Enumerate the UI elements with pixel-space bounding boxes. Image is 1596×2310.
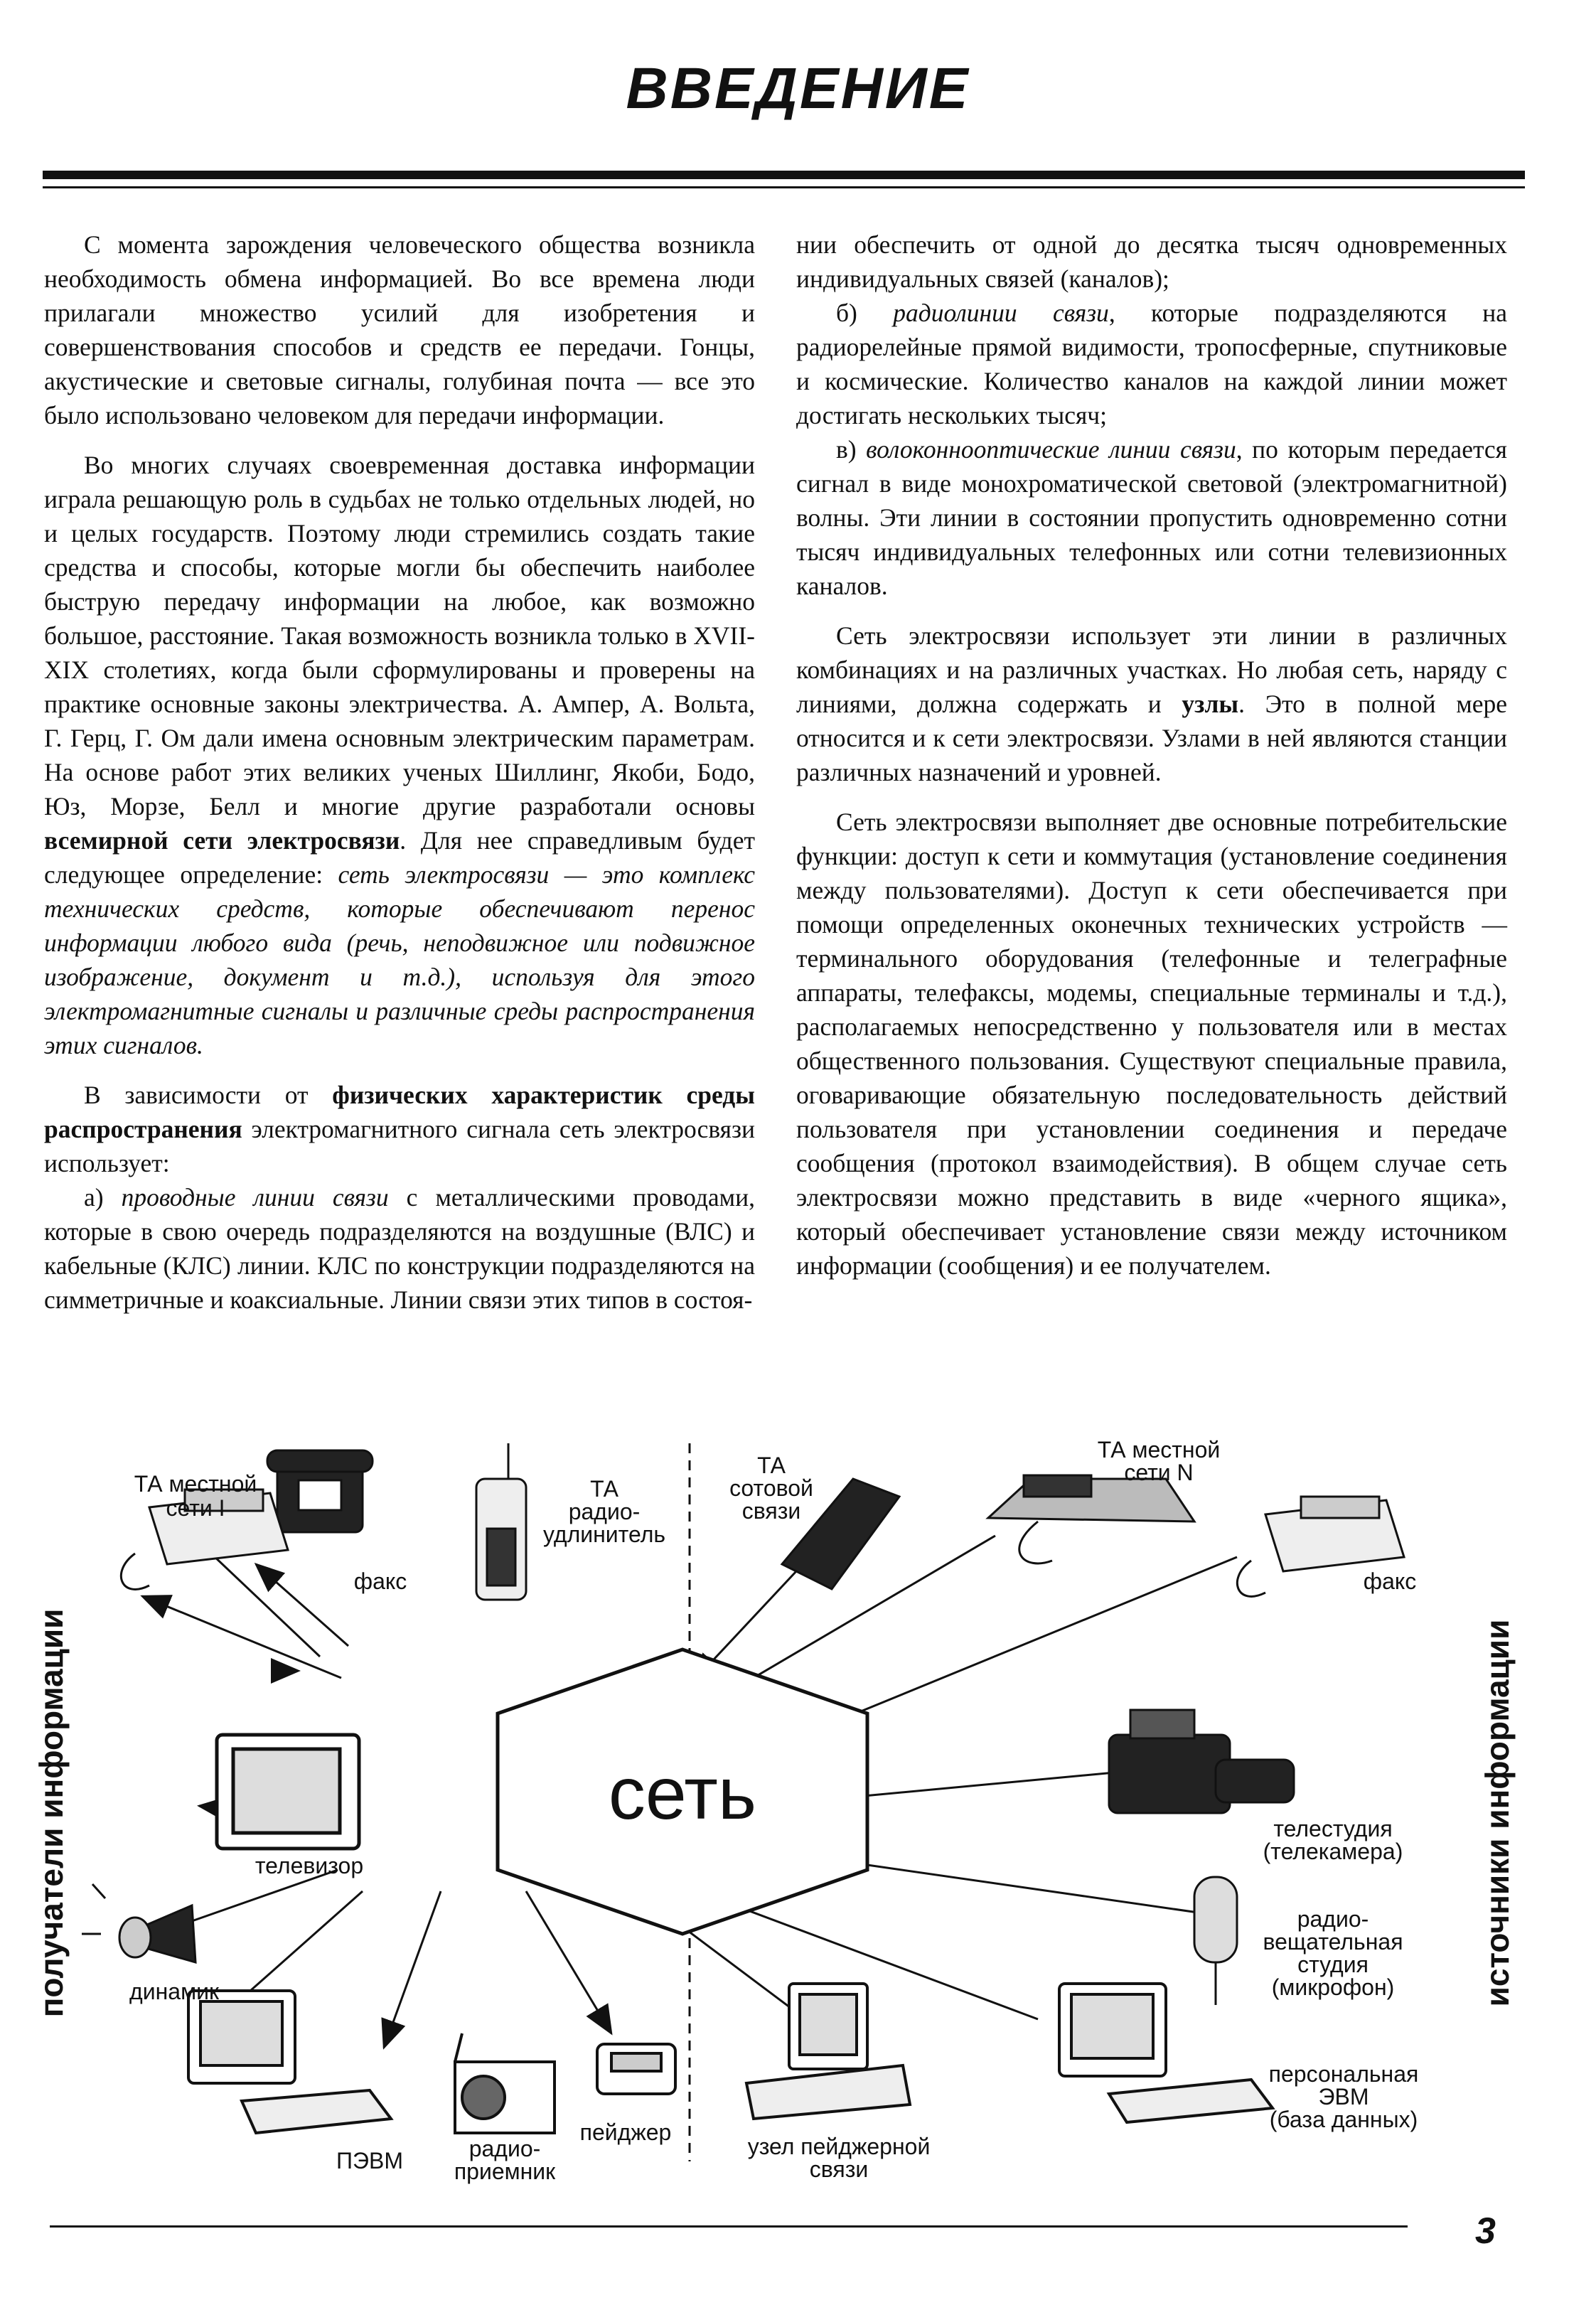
label-ta-local-n: ТА местной (1097, 1437, 1221, 1463)
label-pager-node: связи (809, 2156, 869, 2182)
header-rule-thin (43, 186, 1525, 188)
label-speaker: динамик (129, 1979, 219, 2004)
label-ta-radio: радио- (568, 1499, 641, 1524)
label-studio: (телекамера) (1263, 1839, 1403, 1864)
label-ta-radio: ТА (590, 1476, 618, 1502)
desk-phone-icon (988, 1475, 1194, 1563)
terminal-icon (746, 1984, 910, 2119)
label-receiver: радио- (468, 2136, 541, 2161)
left-paragraph-4: а) проводные линии связи с металлическими проводами, которые в свою очередь подразделяются на воздушные (ВЛС) и кабельные (КЛС) линии. КЛС по конструкции подразделяются на симметричные и коаксиальные. Линии связи этих типов в состоя- (44, 1183, 755, 1314)
network-label: сеть (608, 1753, 757, 1835)
arrow-to-pager (526, 1891, 611, 2033)
label-pc-right: (база данных) (1269, 2107, 1418, 2132)
label-studio: телестудия (1273, 1816, 1393, 1841)
label-ta-local-1: сети I (166, 1495, 225, 1521)
tv-icon (217, 1735, 359, 1849)
label-ta-cell: связи (741, 1498, 801, 1524)
label-fax-left: факс (353, 1568, 407, 1594)
arrow-to-receiver (384, 1891, 441, 2048)
right-column (796, 228, 1507, 1298)
footer-rule (50, 2225, 1408, 2228)
right-paragraph-4: Сеть электросвязи использует эти линии в различных комбинациях и на различных участках. Но любая сеть, наряду с линиями, должна содержать и узлы. Это в полной мере относится и к сети электросвязи. Узлами в ней являются станции различных назначений и уровней. (796, 621, 1507, 786)
network-diagram (33, 1436, 1536, 2184)
left-side-label: получатели информации (33, 1608, 70, 2018)
label-fax-right: факс (1363, 1568, 1417, 1594)
right-paragraph-3: в) волоконнооптические линии связи, по которым передается сигнал в виде монохроматической световой (электромагнитной) волны. Эти линии в состоянии пропустить одновременно сотни тысяч индивидуальных телефонных или сотни телевизионных каналов. (796, 435, 1507, 600)
arrow-to-fax-left (142, 1596, 341, 1678)
telephone-icon (267, 1450, 373, 1532)
label-radio-studio: (микрофон) (1271, 1974, 1395, 2000)
left-paragraph-2: Во многих случаях своевременная доставка информации играла решающую роль в судьбах не только отдельных людей, но и целых государств. Поэтому люди стремились создать такие средства и способы, которые могли бы обеспечить наиболее быструю передачу информации на любое, как возможно большое, расстояние. Такая возможность возникла только в XVII-XIX столетиях, когда были сформулированы и проверены на практике основные законы электричества. А. Ампер, А. Вольта, Г. Герц, Г. Ом дали имена основным электрическим параметрам. На основе работ этих великих ученых Шиллинг, Якоби, Бодо, Юз, Морзе, Белл и многие другие разработали основы всемирной сети электросвязи. Для нее справедливым будет следующее определение: сеть электросвязи — это комплекс технических средств, которые обеспечивают перенос информации любого вида (речь, неподвижное или подвижное изображение, документ и т.д.), используя для этого электромагнитные сигналы и различные среды распространения этих сигналов. (44, 451, 755, 1059)
radio-icon (455, 2033, 555, 2133)
left-paragraph-3: В зависимости от физических характеристик среды распространения электромагнитного сигнала сеть электросвязи использует: (44, 1081, 755, 1177)
label-tv: телевизор (255, 1853, 364, 1878)
right-paragraph-1: нии обеспечить от одной до десятка тысяч одновременных индивидуальных связей (каналов); (796, 230, 1507, 293)
left-column (44, 228, 755, 1332)
page-number: 3 (1475, 2210, 1496, 2252)
right-side-label: источники информации (1479, 1619, 1516, 2007)
label-pager: пейджер (579, 2119, 672, 2145)
cordless-phone-icon (476, 1443, 526, 1600)
label-ta-radio: удлинитель (542, 1522, 666, 1547)
label-ta-local-n: сети N (1124, 1460, 1194, 1485)
label-radio-studio: радио- (1297, 1906, 1369, 1932)
pc-icon (1059, 1984, 1273, 2122)
label-ta-local-1: ТА местной (134, 1471, 257, 1497)
label-ta-cell: сотовой (729, 1475, 813, 1501)
label-pager-node: узел пейджерной (747, 2134, 931, 2159)
pc-icon (188, 1991, 391, 2133)
left-paragraph-1: С момента зарождения человеческого общества возникла необходимость обмена информацией. Во все времена люди прилагали множество усилий для изобретения и совершенствования способов и средств ее передачи. Гонцы, акустические и световые сигналы, голубиная почта — все это было использовано человеком для передачи информации. (44, 230, 755, 429)
pager-icon (597, 2044, 675, 2094)
label-radio-studio: вещательная (1263, 1929, 1403, 1955)
right-paragraph-2: б) радиолинии связи, которые подразделяются на радиорелейные прямой видимости, тропосферные, спутниковые и космические. Количество каналов на каждой линии может достигать нескольких тысяч; (796, 299, 1507, 429)
arrow-to-ta-radio-ext (256, 1564, 348, 1646)
camera-icon (1109, 1710, 1294, 1813)
speaker-icon (82, 1884, 196, 1962)
label-pc-right: ЭВМ (1318, 2084, 1369, 2110)
microphone-icon (1194, 1877, 1237, 2005)
right-paragraph-5: Сеть электросвязи выполняет две основные потребительские функции: доступ к сети и коммутация (установление соединения между пользователями). Доступ к сети обеспечивается при помощи определенных оконечных технических устройств — терминального оборудования (телефонные и телеграфные аппараты, телефаксы, модемы, специальные терминалы и т.д.), располагаемых непосредственно у пользователя или в местах общественного пользования. Существуют специальные правила, оговаривающие обязательную последовательность действий пользователя при установлении соединения и передаче сообщения (протокол взаимодействия). В общем случае сеть электросвязи можно представить в виде «черного ящика», который обеспечивает установление связи между источником информации (сообщения) и ее получателем. (796, 808, 1507, 1280)
label-ta-cell: ТА (757, 1453, 786, 1478)
page-title: ВВЕДЕНИЕ (626, 56, 970, 121)
label-pc-right: персональная (1268, 2061, 1419, 2087)
label-receiver: приемник (454, 2159, 556, 2184)
header-rule-thick (43, 171, 1525, 179)
label-radio-studio: студия (1297, 1952, 1369, 1977)
label-pc-left: ПЭВМ (336, 2148, 403, 2173)
